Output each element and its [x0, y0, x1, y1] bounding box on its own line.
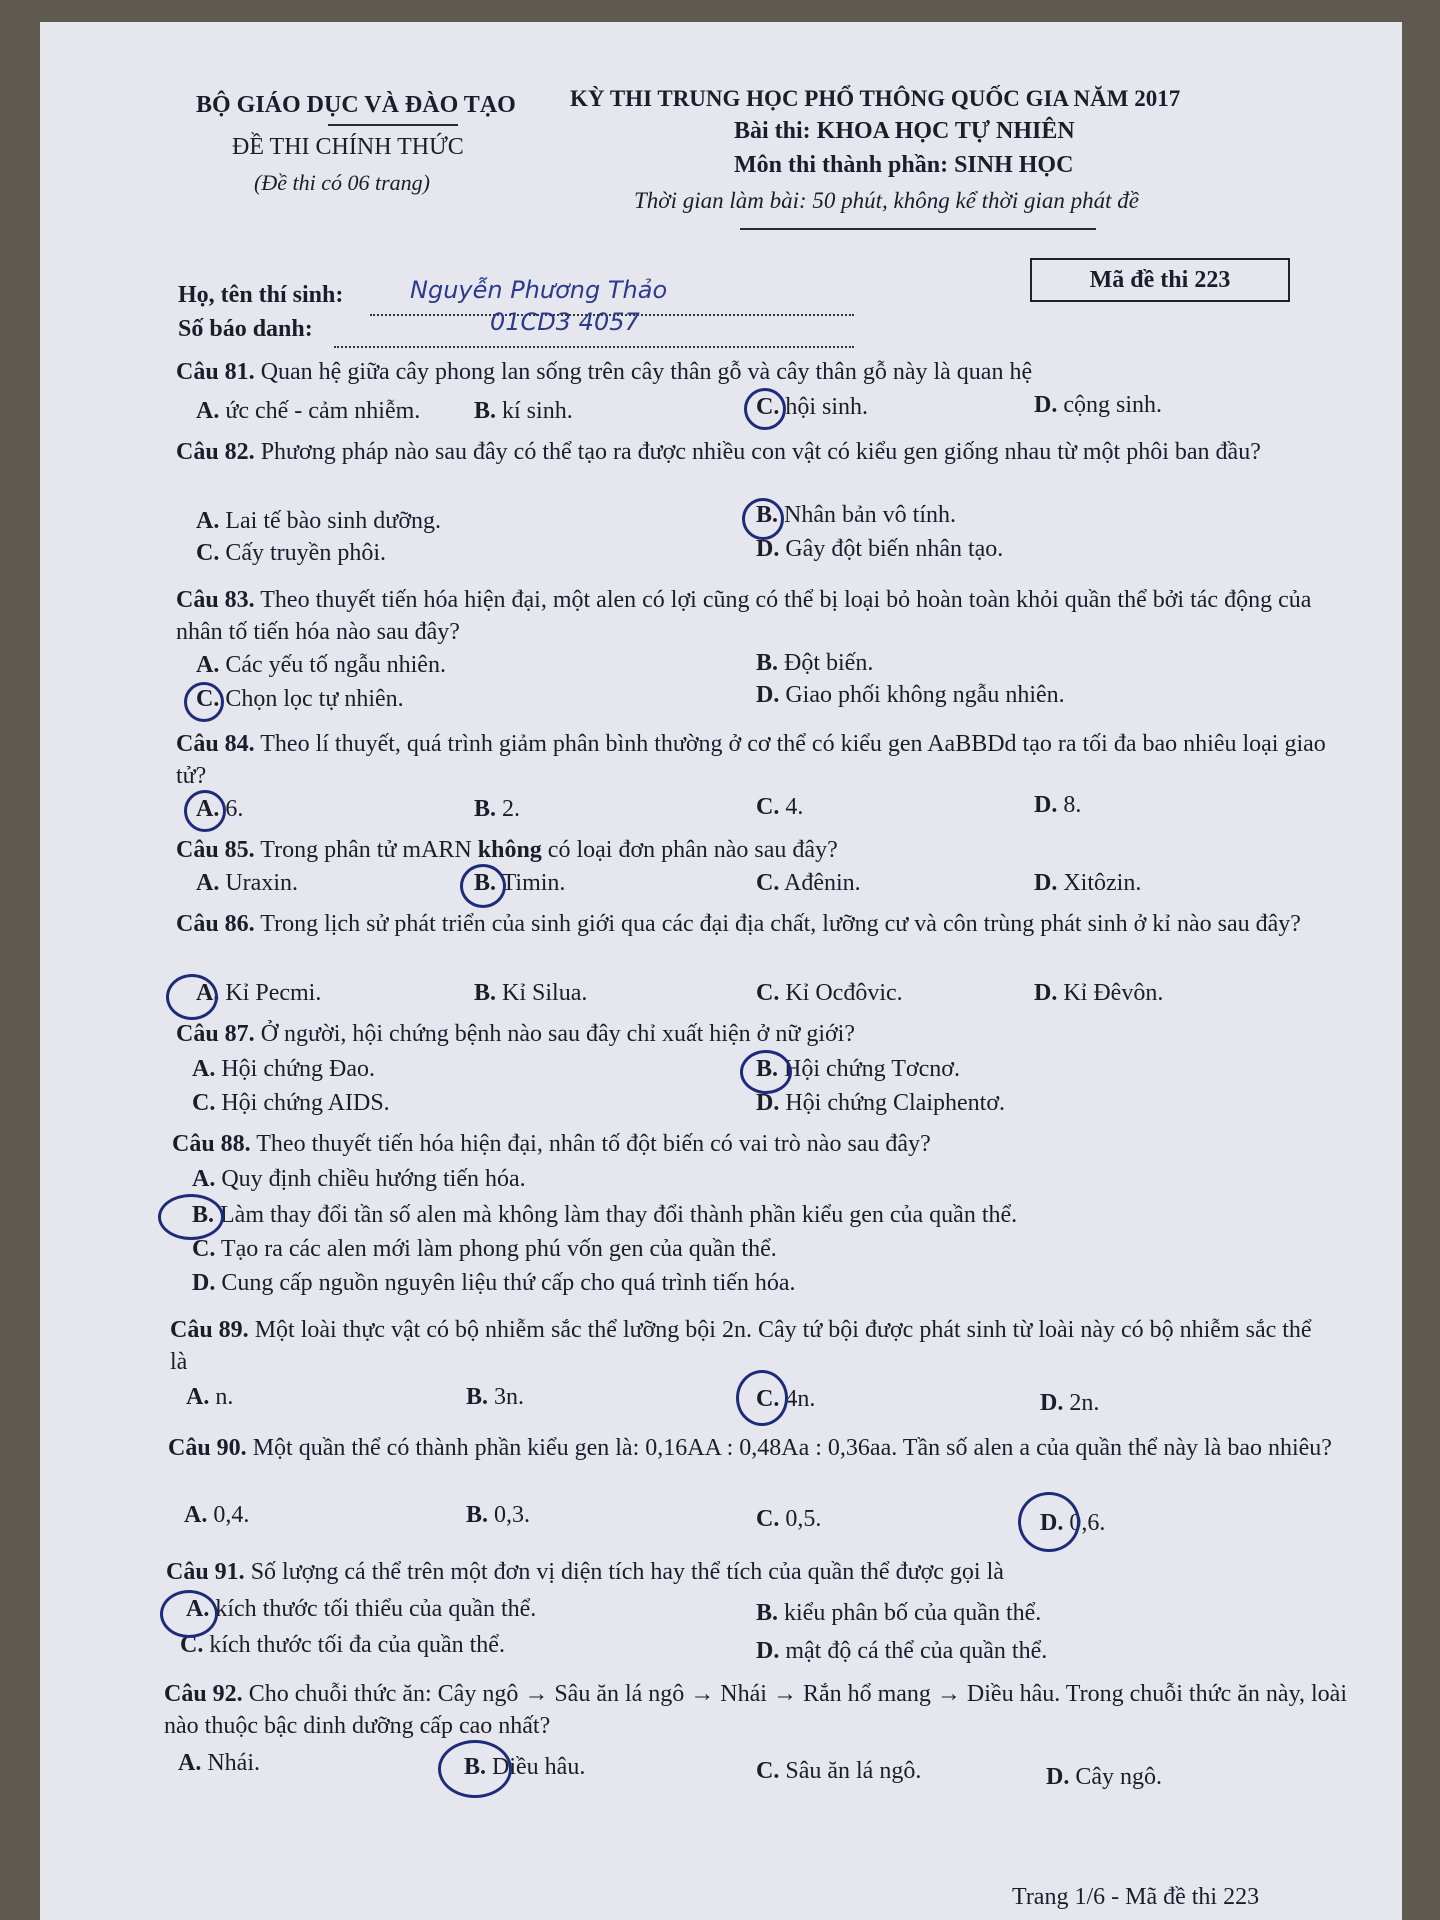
- question-83: Câu 83. Theo thuyết tiến hóa hiện đại, một alen có lợi cũng có thể bị loại bỏ hoàn toàn khỏi quần thể bởi tác động của nhân tố tiến hóa nào sau đây?: [176, 587, 1312, 645]
- official-label: ĐỀ THI CHÍNH THỨC: [232, 134, 464, 160]
- exam-paper: [40, 22, 1402, 1920]
- time-note: Thời gian làm bài: 50 phút, không kể thời gian phát đề: [634, 188, 1139, 213]
- option-92-b[interactable]: B. Diều hâu.: [464, 1754, 586, 1780]
- question-text: Quan hệ giữa cây phong lan sống trên cây thân gỗ và cây thân gỗ này là quan hệ: [260, 359, 1033, 385]
- option-91-b[interactable]: B. kiểu phân bố của quần thể.: [756, 1600, 1042, 1626]
- page-footer: Trang 1/6 - Mã đề thi 223: [1012, 1884, 1260, 1910]
- option-86-a[interactable]: A. Kỉ Pecmi.: [196, 980, 322, 1006]
- option-88-a[interactable]: A. Quy định chiều hướng tiến hóa.: [192, 1166, 526, 1192]
- option-83-c[interactable]: C. Chọn lọc tự nhiên.: [196, 686, 404, 712]
- option-88-b[interactable]: B. Làm thay đổi tần số alen mà không làm thay đổi thành phần kiểu gen của quần thể.: [192, 1202, 1018, 1228]
- exam-code-box: Mã đề thi 223: [1030, 258, 1290, 302]
- option-91-d[interactable]: D. mật độ cá thể của quần thể.: [756, 1638, 1048, 1664]
- option-86-b[interactable]: B. Kỉ Silua.: [474, 980, 588, 1006]
- option-81-a[interactable]: A. ức chế - cảm nhiễm.: [196, 398, 421, 424]
- option-81-b[interactable]: B. kí sinh.: [474, 398, 573, 424]
- option-87-d[interactable]: D. Hội chứng Claiphentơ.: [756, 1090, 1006, 1116]
- option-82-b[interactable]: B. Nhân bản vô tính.: [756, 502, 956, 528]
- option-85-a[interactable]: A. Uraxin.: [196, 870, 298, 896]
- option-87-c[interactable]: C. Hội chứng AIDS.: [192, 1090, 390, 1116]
- question-90: Câu 90. Một quần thể có thành phần kiểu gen là: 0,16AA : 0,48Aa : 0,36aa. Tần số alen a của quần thể này là bao nhiêu?: [168, 1435, 1332, 1461]
- option-87-b[interactable]: B. Hội chứng Tơcnơ.: [756, 1056, 960, 1082]
- option-90-b[interactable]: B. 0,3.: [466, 1502, 531, 1528]
- option-85-b[interactable]: B. Timin.: [474, 870, 566, 896]
- question-84: Câu 84. Theo lí thuyết, quá trình giảm phân bình thường ở cơ thể có kiểu gen AaBBDd tạo ra tối đa bao nhiêu loại giao tử?: [176, 731, 1326, 789]
- option-90-a[interactable]: A. 0,4.: [184, 1502, 250, 1528]
- option-89-d[interactable]: D. 2n.: [1040, 1390, 1100, 1416]
- option-92-a[interactable]: A. Nhái.: [178, 1750, 260, 1776]
- name-handwritten: Nguyễn Phương Thảo: [410, 276, 668, 304]
- question-91: Câu 91. Số lượng cá thể trên một đơn vị diện tích hay thể tích của quần thể được gọi là: [166, 1559, 1004, 1585]
- test-name: Bài thi: KHOA HỌC TỰ NHIÊN: [734, 118, 1075, 144]
- option-81-d[interactable]: D. cộng sinh.: [1034, 392, 1163, 418]
- option-90-d[interactable]: D. 0,6.: [1040, 1510, 1106, 1536]
- pages-note: (Đề thi có 06 trang): [254, 170, 430, 195]
- option-84-b[interactable]: B. 2.: [474, 796, 521, 822]
- option-89-c[interactable]: C. 4n.: [756, 1386, 816, 1412]
- option-87-a[interactable]: A. Hội chứng Đao.: [192, 1056, 375, 1082]
- option-83-d[interactable]: D. Giao phối không ngẫu nhiên.: [756, 682, 1065, 708]
- question-88: Câu 88. Theo thuyết tiến hóa hiện đại, nhân tố đột biến có vai trò nào sau đây?: [172, 1131, 931, 1157]
- option-84-c[interactable]: C. 4.: [756, 794, 804, 820]
- option-81-c[interactable]: C. hội sinh.: [756, 394, 869, 420]
- question-92: Câu 92. Cho chuỗi thức ăn: Cây ngô → Sâu ăn lá ngô → Nhái → Rắn hổ mang → Diều hâu. Trong chuỗi thức ăn này, loài nào thuộc bậc dinh dưỡng cấp cao nhất?: [164, 1681, 1347, 1739]
- subject-name: Môn thi thành phần: SINH HỌC: [734, 152, 1074, 178]
- question-81: [176, 356, 1306, 388]
- option-91-a[interactable]: A. kích thước tối thiểu của quần thể.: [186, 1596, 537, 1622]
- option-83-b[interactable]: B. Đột biến.: [756, 650, 874, 676]
- option-82-a[interactable]: A. Lai tế bào sinh dưỡng.: [196, 508, 442, 534]
- option-90-c[interactable]: C. 0,5.: [756, 1506, 822, 1532]
- question-85: Câu 85. Trong phân tử mARN không có loại đơn phân nào sau đây?: [176, 837, 838, 863]
- option-85-c[interactable]: C. Ađênin.: [756, 870, 861, 896]
- option-82-c[interactable]: C. Cấy truyền phôi.: [196, 540, 386, 566]
- option-86-d[interactable]: D. Kỉ Đêvôn.: [1034, 980, 1164, 1006]
- question-82: Câu 82. Phương pháp nào sau đây có thể tạo ra được nhiều con vật có kiểu gen giống nhau từ một phôi ban đầu?: [176, 439, 1261, 465]
- option-91-c[interactable]: C. kích thước tối đa của quần thể.: [180, 1632, 505, 1658]
- name-label: Họ, tên thí sinh:: [178, 282, 344, 308]
- option-92-c[interactable]: C. Sâu ăn lá ngô.: [756, 1758, 922, 1784]
- question-86: Câu 86. Trong lịch sử phát triển của sinh giới qua các đại địa chất, lưỡng cư và côn trùng phát sinh ở kỉ nào sau đây?: [176, 911, 1301, 937]
- question-89: Câu 89. Một loài thực vật có bộ nhiễm sắc thể lưỡng bội 2n. Cây tứ bội được phát sinh từ loài này có bộ nhiễm sắc thể là: [170, 1317, 1312, 1375]
- question-87: Câu 87. Ở người, hội chứng bệnh nào sau đây chỉ xuất hiện ở nữ giới?: [176, 1021, 856, 1047]
- id-handwritten: 01CD3 4057: [490, 308, 640, 336]
- exam-title: KỲ THI TRUNG HỌC PHỔ THÔNG QUỐC GIA NĂM 2017: [570, 86, 1181, 111]
- ministry-title: BỘ GIÁO DỤC VÀ ĐÀO TẠO: [196, 92, 516, 118]
- option-85-d[interactable]: D. Xitôzin.: [1034, 870, 1142, 896]
- option-89-a[interactable]: A. n.: [186, 1384, 234, 1410]
- ministry-underline: [328, 124, 458, 126]
- question-number: Câu 81.: [176, 359, 255, 385]
- option-83-a[interactable]: A. Các yếu tố ngẫu nhiên.: [196, 652, 446, 678]
- option-84-d[interactable]: D. 8.: [1034, 792, 1082, 818]
- time-underline: [740, 228, 1096, 230]
- option-88-d[interactable]: D. Cung cấp nguồn nguyên liệu thứ cấp cho quá trình tiến hóa.: [192, 1270, 796, 1296]
- option-84-a[interactable]: A. 6.: [196, 796, 244, 822]
- option-92-d[interactable]: D. Cây ngô.: [1046, 1764, 1163, 1790]
- option-86-c[interactable]: C. Kỉ Ocđôvic.: [756, 980, 903, 1006]
- option-89-b[interactable]: B. 3n.: [466, 1384, 525, 1410]
- option-88-c[interactable]: C. Tạo ra các alen mới làm phong phú vốn gen của quần thể.: [192, 1236, 777, 1262]
- option-82-d[interactable]: D. Gây đột biến nhân tạo.: [756, 536, 1004, 562]
- id-label: Số báo danh:: [178, 316, 313, 342]
